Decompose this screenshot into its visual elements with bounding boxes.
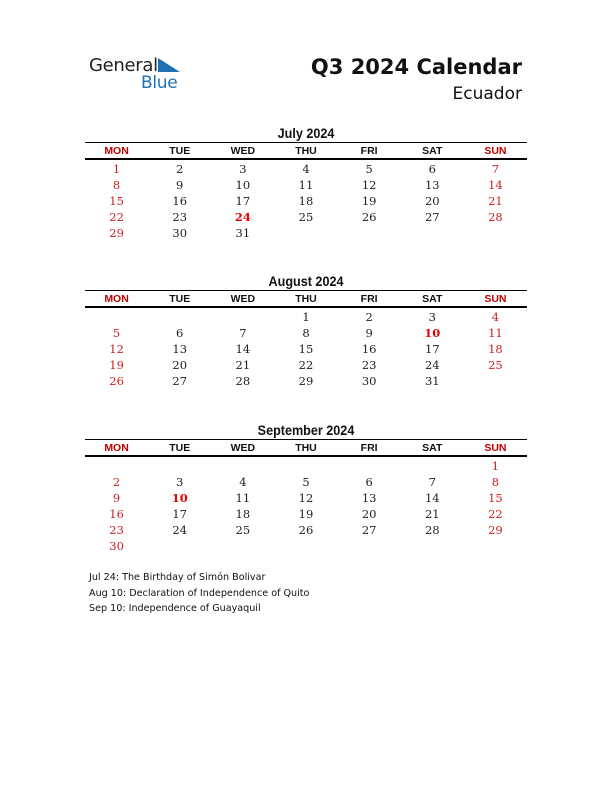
country-subtitle: Ecuador bbox=[452, 84, 522, 104]
weekday-tue: TUE bbox=[169, 144, 191, 157]
holiday-note: Sep 10: Independence of Guayaquil bbox=[89, 603, 261, 614]
weekday-sat: SAT bbox=[422, 292, 443, 305]
empty-cell bbox=[211, 309, 274, 325]
day-cell: 14 bbox=[235, 342, 251, 356]
day-cell: 19 bbox=[361, 194, 377, 208]
weekday-thu: THU bbox=[295, 441, 317, 454]
empty-cell bbox=[148, 458, 211, 474]
day-cell: 30 bbox=[361, 374, 377, 388]
day-cell: 28 bbox=[424, 523, 440, 537]
day-cell: 24 bbox=[424, 358, 440, 372]
day-cell: 29 bbox=[298, 374, 314, 388]
empty-cell bbox=[85, 458, 148, 474]
day-cell: 23 bbox=[361, 358, 377, 372]
day-cell: 15 bbox=[298, 342, 314, 356]
weekday-tue: TUE bbox=[169, 292, 191, 305]
day-grid bbox=[85, 457, 527, 554]
day-cell: 1 bbox=[112, 162, 121, 176]
day-cell: 9 bbox=[176, 178, 184, 192]
page-title: Q3 2024 Calendar bbox=[310, 55, 522, 79]
day-cell: 25 bbox=[298, 210, 314, 224]
month-title: August 2024 bbox=[268, 273, 344, 289]
weekday-sat: SAT bbox=[422, 144, 443, 157]
day-cell: 12 bbox=[109, 342, 124, 356]
empty-cell bbox=[148, 309, 211, 325]
day-cell: 12 bbox=[361, 178, 377, 192]
day-grid bbox=[85, 160, 527, 241]
day-cell: 19 bbox=[298, 507, 314, 521]
month-title: September 2024 bbox=[257, 422, 355, 438]
day-cell: 1 bbox=[491, 459, 500, 473]
day-cell: 11 bbox=[298, 178, 314, 192]
empty-cell bbox=[338, 458, 401, 474]
day-cell: 18 bbox=[488, 342, 503, 356]
day-cell: 30 bbox=[172, 226, 188, 240]
empty-cell bbox=[85, 309, 148, 325]
day-cell: 9 bbox=[112, 491, 121, 505]
day-cell: 3 bbox=[428, 310, 436, 324]
empty-cell bbox=[274, 458, 337, 474]
weekday-mon: MON bbox=[104, 441, 129, 454]
day-cell: 11 bbox=[235, 491, 251, 505]
day-cell: 13 bbox=[424, 178, 440, 192]
weekday-sat: SAT bbox=[422, 441, 443, 454]
day-cell: 2 bbox=[365, 310, 373, 324]
day-cell: 12 bbox=[298, 491, 314, 505]
day-cell: 5 bbox=[302, 475, 310, 489]
holiday-day-cell: 24 bbox=[234, 210, 251, 224]
month-title: July 2024 bbox=[277, 125, 335, 141]
day-cell: 16 bbox=[361, 342, 377, 356]
day-cell: 22 bbox=[298, 358, 314, 372]
day-cell: 23 bbox=[109, 523, 124, 537]
day-cell: 7 bbox=[239, 326, 247, 340]
weekday-fri: FRI bbox=[360, 144, 378, 157]
logo-text-general: General bbox=[89, 55, 158, 76]
day-cell: 3 bbox=[239, 162, 247, 176]
holiday-day-cell: 10 bbox=[171, 491, 188, 505]
day-cell: 27 bbox=[172, 374, 188, 388]
weekday-mon: MON bbox=[104, 144, 129, 157]
day-cell: 2 bbox=[176, 162, 184, 176]
weekday-wed: WED bbox=[230, 292, 256, 305]
day-cell: 2 bbox=[112, 475, 121, 489]
day-cell: 19 bbox=[109, 358, 124, 372]
day-cell: 24 bbox=[172, 523, 188, 537]
holiday-notes bbox=[89, 570, 309, 617]
day-cell: 23 bbox=[172, 210, 188, 224]
day-cell: 31 bbox=[424, 374, 440, 388]
day-cell: 3 bbox=[176, 475, 184, 489]
day-cell: 25 bbox=[488, 358, 503, 372]
day-cell: 29 bbox=[109, 226, 124, 240]
day-cell: 27 bbox=[361, 523, 377, 537]
day-cell: 28 bbox=[488, 210, 503, 224]
month-september bbox=[85, 422, 527, 554]
day-cell: 14 bbox=[488, 178, 503, 192]
day-cell: 6 bbox=[365, 475, 373, 489]
day-cell: 26 bbox=[361, 210, 377, 224]
weekday-sun: SUN bbox=[484, 441, 507, 454]
day-cell: 17 bbox=[235, 194, 251, 208]
day-cell: 16 bbox=[172, 194, 188, 208]
day-cell: 5 bbox=[365, 162, 373, 176]
generalblue-logo bbox=[89, 55, 189, 95]
day-cell: 29 bbox=[488, 523, 503, 537]
weekday-fri: FRI bbox=[360, 292, 378, 305]
day-cell: 20 bbox=[172, 358, 188, 372]
day-grid bbox=[85, 308, 527, 389]
day-cell: 22 bbox=[109, 210, 124, 224]
logo-text-blue: Blue bbox=[141, 73, 178, 93]
day-cell: 25 bbox=[235, 523, 251, 537]
day-cell: 15 bbox=[488, 491, 503, 505]
month-july bbox=[85, 125, 527, 241]
day-cell: 22 bbox=[488, 507, 503, 521]
weekday-wed: WED bbox=[230, 144, 256, 157]
day-cell: 21 bbox=[424, 507, 440, 521]
day-cell: 31 bbox=[235, 226, 251, 240]
weekday-tue: TUE bbox=[169, 441, 191, 454]
day-cell: 6 bbox=[428, 162, 436, 176]
day-cell: 21 bbox=[488, 194, 503, 208]
holiday-note: Aug 10: Declaration of Independence of Quito bbox=[89, 587, 310, 599]
weekday-sun: SUN bbox=[484, 292, 507, 305]
day-cell: 4 bbox=[302, 162, 310, 176]
day-cell: 7 bbox=[491, 162, 500, 176]
weekday-header bbox=[85, 142, 527, 160]
day-cell: 4 bbox=[239, 475, 247, 489]
day-cell: 9 bbox=[365, 326, 373, 340]
day-cell: 21 bbox=[235, 358, 251, 372]
day-cell: 13 bbox=[361, 491, 377, 505]
day-cell: 20 bbox=[424, 194, 440, 208]
day-cell: 1 bbox=[302, 310, 310, 324]
day-cell: 26 bbox=[109, 374, 124, 388]
weekday-mon: MON bbox=[104, 292, 129, 305]
day-cell: 13 bbox=[172, 342, 188, 356]
day-cell: 8 bbox=[491, 475, 500, 489]
weekday-header bbox=[85, 439, 527, 457]
day-cell: 16 bbox=[109, 507, 124, 521]
weekday-sun: SUN bbox=[484, 144, 507, 157]
logo-triangle-icon bbox=[158, 58, 180, 72]
day-cell: 10 bbox=[235, 178, 251, 192]
weekday-header bbox=[85, 290, 527, 308]
day-cell: 26 bbox=[298, 523, 314, 537]
day-cell: 17 bbox=[424, 342, 440, 356]
weekday-thu: THU bbox=[295, 144, 317, 157]
empty-cell bbox=[211, 458, 274, 474]
day-cell: 6 bbox=[176, 326, 184, 340]
day-cell: 15 bbox=[109, 194, 124, 208]
day-cell: 30 bbox=[109, 539, 124, 553]
weekday-thu: THU bbox=[295, 292, 317, 305]
day-cell: 27 bbox=[424, 210, 440, 224]
weekday-fri: FRI bbox=[360, 441, 378, 454]
weekday-wed: WED bbox=[230, 441, 256, 454]
day-cell: 8 bbox=[302, 326, 310, 340]
day-cell: 11 bbox=[488, 326, 503, 340]
day-cell: 7 bbox=[428, 475, 436, 489]
day-cell: 4 bbox=[491, 310, 500, 324]
day-cell: 14 bbox=[424, 491, 440, 505]
day-cell: 18 bbox=[298, 194, 314, 208]
day-cell: 18 bbox=[235, 507, 251, 521]
day-cell: 17 bbox=[172, 507, 188, 521]
holiday-note: Jul 24: The Birthday of Simón Bolivar bbox=[89, 572, 266, 583]
day-cell: 5 bbox=[112, 326, 121, 340]
holiday-day-cell: 10 bbox=[424, 326, 441, 340]
empty-cell bbox=[401, 458, 464, 474]
day-cell: 8 bbox=[112, 178, 121, 192]
day-cell: 20 bbox=[361, 507, 377, 521]
day-cell: 28 bbox=[235, 374, 251, 388]
month-august bbox=[85, 273, 527, 389]
